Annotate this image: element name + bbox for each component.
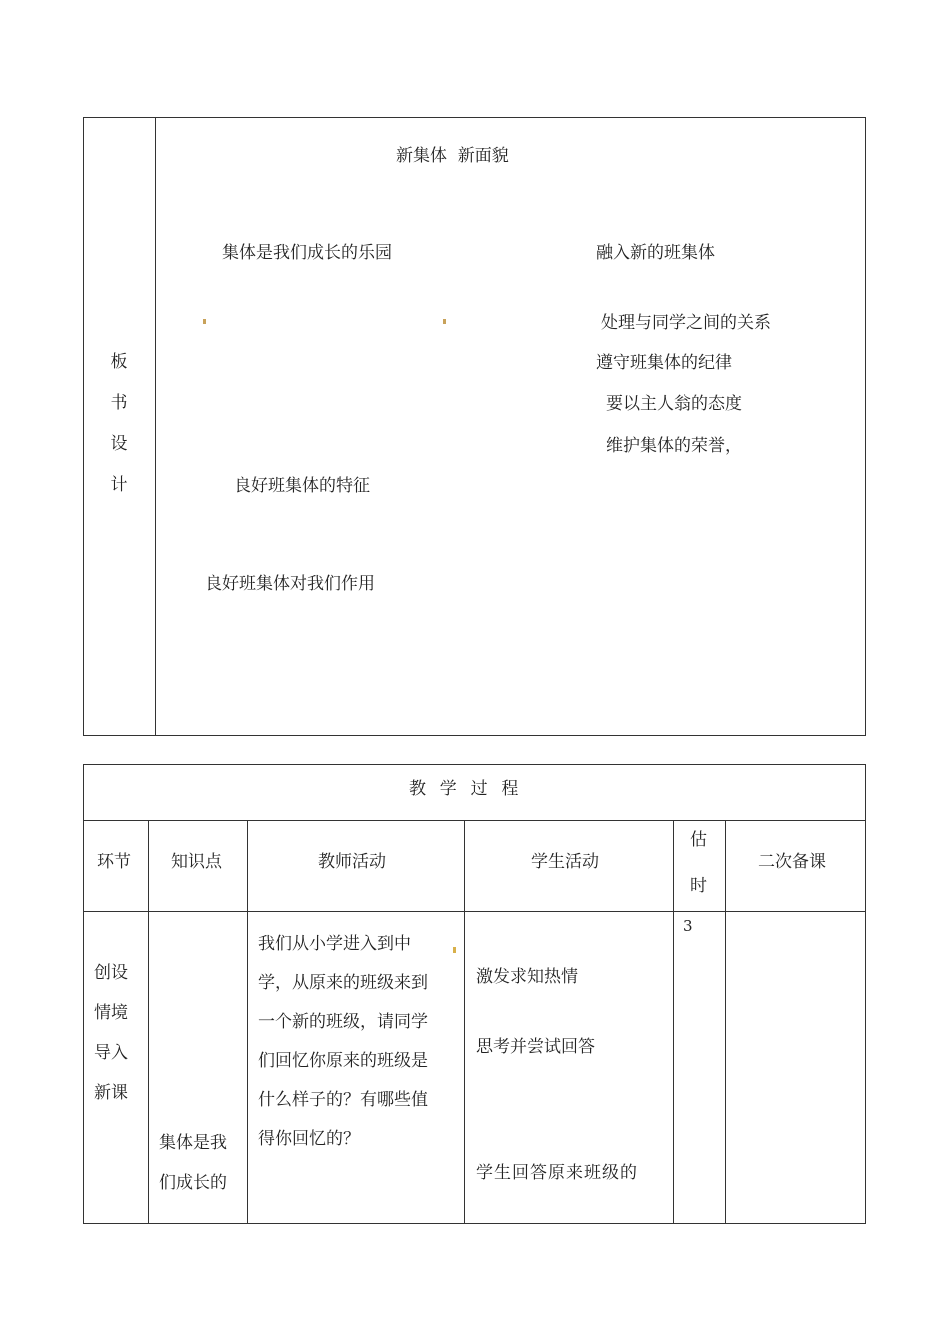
student-item: 激发求知热情 — [476, 967, 578, 987]
process-title-divider — [83, 820, 866, 821]
column-divider — [673, 820, 674, 1224]
knowledge-line: 集体是我 — [159, 1133, 227, 1153]
time-value: 3 — [683, 917, 693, 935]
teacher-line: 们回忆你原来的班级是 — [258, 1051, 428, 1071]
board-left-item: 良好班集体的特征 — [234, 476, 370, 496]
process-title: 教 学 过 程 — [409, 779, 520, 799]
stage-line: 导入 — [94, 1043, 128, 1063]
board-side-char: 计 — [110, 475, 128, 495]
header-teacher: 教师活动 — [318, 852, 386, 872]
decorative-mark — [203, 319, 206, 324]
header-notes: 二次备课 — [758, 852, 826, 872]
teacher-line: 学，从原来的班级来到 — [258, 973, 428, 993]
column-divider — [247, 820, 248, 1224]
stage-line: 情境 — [94, 1003, 128, 1023]
board-side-char: 书 — [110, 393, 128, 413]
teacher-cell — [258, 925, 428, 1159]
teacher-line: 什么样子的？有哪些值 — [258, 1090, 428, 1110]
knowledge-cell — [159, 1123, 227, 1203]
teacher-line: 一个新的班级，请同学 — [258, 1012, 428, 1032]
knowledge-line: 们成长的 — [159, 1173, 227, 1193]
board-right-item: 维护集体的荣誉， — [606, 436, 742, 456]
board-title: 新集体 新面貌 — [396, 146, 509, 166]
teacher-line: 我们从小学进入到中 — [258, 934, 411, 954]
stage-line: 创设 — [94, 963, 128, 983]
board-left-item: 良好班集体对我们作用 — [205, 574, 375, 594]
header-stage: 环节 — [97, 852, 131, 872]
column-divider — [464, 820, 465, 1224]
board-design-table — [83, 117, 866, 736]
header-student: 学生活动 — [531, 852, 599, 872]
board-right-item: 要以主人翁的态度 — [606, 394, 742, 414]
board-right-item: 遵守班集体的纪律 — [596, 353, 732, 373]
decorative-mark — [443, 319, 446, 324]
stage-cell — [94, 953, 128, 1113]
decorative-mark — [453, 947, 456, 953]
board-design-divider — [155, 117, 156, 736]
column-divider — [148, 820, 149, 1224]
stage-line: 新课 — [94, 1083, 128, 1103]
process-header-divider — [83, 911, 866, 912]
teacher-line: 得你回忆的？ — [258, 1129, 360, 1149]
board-side-char: 设 — [110, 434, 128, 454]
student-item: 思考并尝试回答 — [476, 1037, 595, 1057]
header-time: 时 — [690, 876, 707, 896]
board-right-head: 融入新的班集体 — [596, 243, 715, 263]
board-side-char: 板 — [110, 352, 128, 372]
header-knowledge: 知识点 — [171, 852, 222, 872]
board-left-item: 集体是我们成长的乐园 — [222, 243, 392, 263]
header-time: 估 — [690, 830, 707, 850]
student-item: 学生回答原来班级的 — [476, 1163, 638, 1183]
column-divider — [725, 820, 726, 1224]
board-right-item: 处理与同学之间的关系 — [601, 313, 771, 333]
